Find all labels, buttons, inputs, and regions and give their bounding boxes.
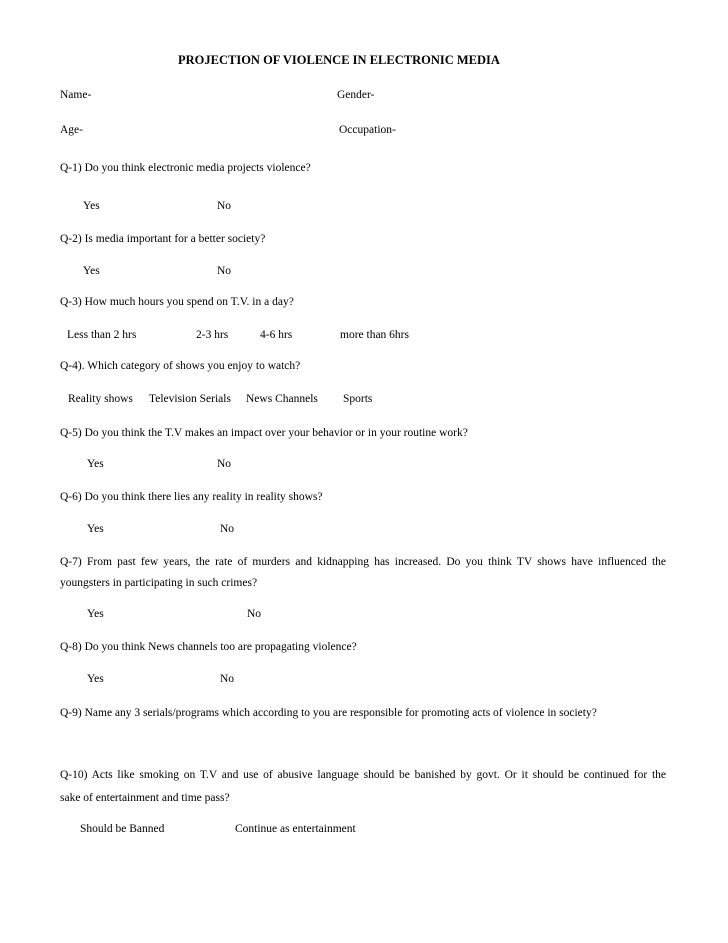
question-10-line-1: Q-10) Acts like smoking on T.V and use of abusive language should be banished by govt. Or it should be continued for the bbox=[60, 769, 666, 781]
q8-option-no: No bbox=[220, 673, 235, 685]
q2-option-yes: Yes bbox=[83, 265, 100, 277]
q7-option-yes: Yes bbox=[87, 608, 104, 620]
q4-option-news-channels: News Channels bbox=[246, 393, 318, 405]
question-7-line-1: Q-7) From past few years, the rate of murders and kidnapping has increased. Do you think TV shows have influenced the bbox=[60, 556, 666, 568]
q7-option-no: No bbox=[247, 608, 262, 620]
q3-option-2-3: 2-3 hrs bbox=[196, 329, 229, 341]
question-10-line-2: sake of entertainment and time pass? bbox=[60, 792, 230, 804]
q10-option-continue-as-entertainment: Continue as entertainment bbox=[235, 823, 356, 835]
q4-option-reality-shows: Reality shows bbox=[68, 393, 133, 405]
question-5: Q-5) Do you think the T.V makes an impact over your behavior or in your routine work? bbox=[60, 427, 468, 439]
question-4: Q-4). Which category of shows you enjoy to watch? bbox=[60, 360, 301, 372]
question-1: Q-1) Do you think electronic media projects violence? bbox=[60, 162, 311, 174]
q2-option-no: No bbox=[217, 265, 232, 277]
q6-option-yes: Yes bbox=[87, 523, 104, 535]
q8-option-yes: Yes bbox=[87, 673, 104, 685]
occupation-label: Occupation- bbox=[339, 124, 396, 136]
question-7-line-2: youngsters in participating in such crimes? bbox=[60, 577, 258, 589]
name-label: Name- bbox=[60, 89, 92, 101]
question-3: Q-3) How much hours you spend on T.V. in a day? bbox=[60, 296, 294, 308]
q1-option-yes: Yes bbox=[83, 200, 100, 212]
q6-option-no: No bbox=[220, 523, 235, 535]
q3-option-less-than-2: Less than 2 hrs bbox=[67, 329, 137, 341]
q10-option-should-be-banned: Should be Banned bbox=[80, 823, 165, 835]
question-2: Q-2) Is media important for a better society? bbox=[60, 233, 266, 245]
question-9: Q-9) Name any 3 serials/programs which according to you are responsible for promoting acts of violence in society? bbox=[60, 707, 597, 719]
age-label: Age- bbox=[60, 124, 83, 136]
q5-option-yes: Yes bbox=[87, 458, 104, 470]
q5-option-no: No bbox=[217, 458, 232, 470]
q4-option-television-serials: Television Serials bbox=[149, 393, 231, 405]
q3-option-4-6: 4-6 hrs bbox=[260, 329, 293, 341]
q1-option-no: No bbox=[217, 200, 232, 212]
question-6: Q-6) Do you think there lies any reality in reality shows? bbox=[60, 491, 323, 503]
q4-option-sports: Sports bbox=[343, 393, 373, 405]
q3-option-more-than-6: more than 6hrs bbox=[340, 329, 409, 341]
question-8: Q-8) Do you think News channels too are propagating violence? bbox=[60, 641, 357, 653]
page-title: PROJECTION OF VIOLENCE IN ELECTRONIC MEDIA bbox=[178, 53, 500, 67]
gender-label: Gender- bbox=[337, 89, 375, 101]
